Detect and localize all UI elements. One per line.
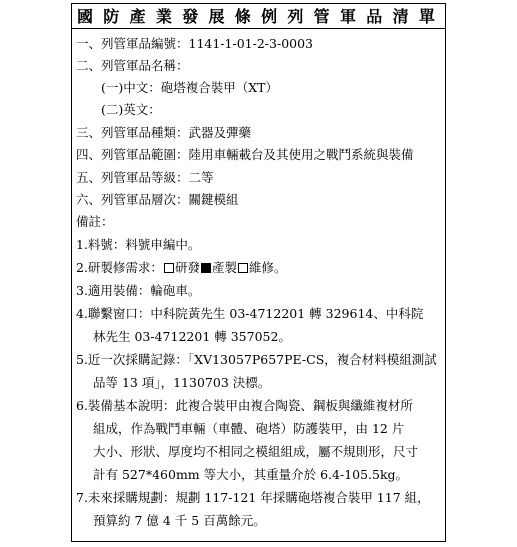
title-char: 發 [182,7,199,26]
title-char: 條 [234,7,251,26]
title-char: 展 [208,7,225,26]
remark-description-cont: 計有 527*460mm 等大小，其重量介於 6.4-105.5kg。 [93,467,409,482]
item-grade: 五、列管軍品等級：二等 [76,170,214,185]
title-char: 管 [313,7,330,26]
remark-contact: 4.聯繫窗口：中科院黃先生 03-4712201 轉 329614、中科院 [76,306,424,321]
checkbox-maintenance [238,263,248,273]
item-name-chinese: (一)中文：砲塔複合裝甲（XT） [101,80,278,95]
title-char: 軍 [339,7,356,26]
remark-contact-cont: 林先生 03-4712201 轉 357052。 [93,329,291,344]
remark-procurement-record-cont: 品等 13 項」，1130703 決標。 [93,375,271,390]
remark-requirement [76,260,286,276]
item-name-heading: 二、列管軍品名稱： [76,58,189,73]
checkbox-production-label: 產製 [211,260,237,275]
item-number: 一、列管軍品編號：1141-1-01-2-3-0003 [76,36,314,51]
item-name-english: (二)英文： [101,102,161,117]
remark-procurement-record: 5.近一次採購記錄：「XV13057P657PE-CS，複合材料模組測試 [76,352,437,367]
checkbox-maintenance-label: 維修。 [248,260,287,275]
remark-equipment: 3.適用裝備：輪砲車。 [76,283,201,298]
title-char: 業 [155,7,172,26]
remarks-heading: 備註： [76,214,114,229]
item-level: 六、列管軍品層次：關鍵模組 [76,192,239,207]
remark-description-cont: 組成，作為戰鬥車輛（車體、砲塔）防護裝甲，由 12 片 [93,421,405,436]
remark-description-cont: 大小、形狀、厚度均不相同之模組組成，屬不規則形，尺寸 [93,444,419,459]
title-char: 單 [418,7,435,26]
remark-future-plan: 7.未來採購規劃：規劃 117-121 年採購砲塔複合裝甲 117 組， [76,490,430,505]
remark-part-number: 1.料號：料號申編中。 [76,237,201,252]
checkbox-research [164,263,174,273]
checkbox-production [201,263,211,273]
document-title [71,3,446,29]
title-char: 列 [287,7,304,26]
title-char: 例 [261,7,278,26]
title-char: 國 [77,7,94,26]
title-char: 產 [129,7,146,26]
title-char: 防 [103,7,120,26]
requirement-label: 2.研製修需求： [76,260,163,275]
remark-future-plan-cont: 預算約 7 億 4 千 5 百萬餘元。 [93,513,266,528]
remark-description: 6.裝備基本說明：此複合裝甲由複合陶瓷、鋼板與纖維複材所 [76,398,413,413]
title-char: 品 [366,7,383,26]
item-category: 三、列管軍品種類：武器及彈藥 [76,125,252,140]
checkbox-research-label: 研發 [174,260,200,275]
item-scope: 四、列管軍品範圍：陸用車輛載台及其使用之戰鬥系統與裝備 [76,147,414,162]
title-char: 清 [392,7,409,26]
